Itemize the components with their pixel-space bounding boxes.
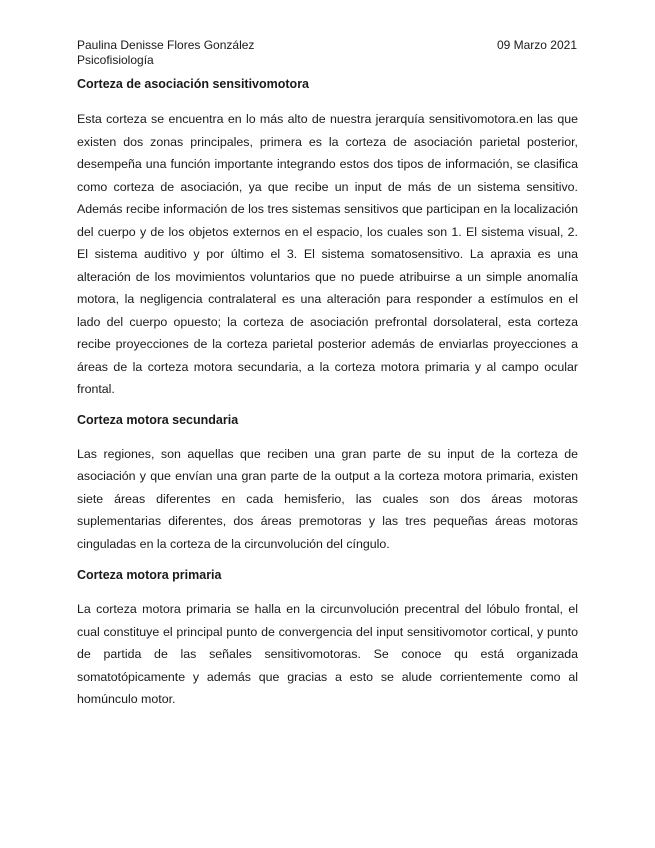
section-paragraph-secondary-motor-cortex: Las regiones, son aquellas que reciben una gran parte de su input de la corteza de asociación y que envían una gran parte de la output a la corteza motora primaria, existen siete áreas diferentes en cada hemisferio, las cuales son dos áreas motoras suplementarias diferentes, dos áreas premotoras y las tres pequeñas áreas motoras cinguladas en la corteza de la circunvolución del cíngulo. [77, 446, 578, 551]
section-heading-secondary-motor-cortex: Corteza motora secundaria [77, 412, 239, 427]
section-paragraph-association-cortex: Esta corteza se encuentra en lo más alto de nuestra jerarquía sensitivomotora.en las que existen dos zonas principales, primera es la corteza de asociación parietal posterior, desempeña una función importante integrando estos dos tipos de información, se clasifica como corteza de asociación, ya que recibe un input de más de un sistema sensitivo. Además recibe información de los tres sistemas sensitivos que participan en la localización del cuerpo y de los objetos externos en el espacio, los cuales son 1. El sistema visual, 2. El sistema auditivo y por último el 3. El sistema somatosensitivo. La apraxia es una alteración de los movimientos voluntarios que no puede atribuirse a un simple anomalía motora, la negligencia contralateral es una alteración para responder a estímulos en el lado del cuerpo opuesto; la corteza de asociación prefrontal dorsolateral, esta corteza recibe proyecciones de la corteza parietal posterior además de enviarlas proyecciones a áreas de la corteza motora secundaria, a la corteza motora primaria y al campo ocular frontal. [77, 112, 578, 396]
section-heading-primary-motor-cortex: Corteza motora primaria [77, 568, 222, 582]
document-header [77, 38, 577, 68]
author-name: Paulina Denisse Flores González [77, 38, 255, 52]
section-paragraph-primary-motor-cortex: La corteza motora primaria se halla en la circunvolución precentral del lóbulo frontal, el cual constituye el principal punto de convergencia del input sensitivomotor cortical, y punto de partida de las señales sensitivomotoras. Se conoce qu está organizada somatotópicamente y además que gracias a esto se alude corrientemente como al homúnculo motor. [77, 602, 578, 706]
document-body [77, 75, 578, 711]
document-date: 09 Marzo 2021 [496, 38, 577, 52]
section-heading-association-cortex: Corteza de asociación sensitivomotora [77, 77, 310, 91]
subject-name: Psicofisiología [77, 53, 154, 67]
